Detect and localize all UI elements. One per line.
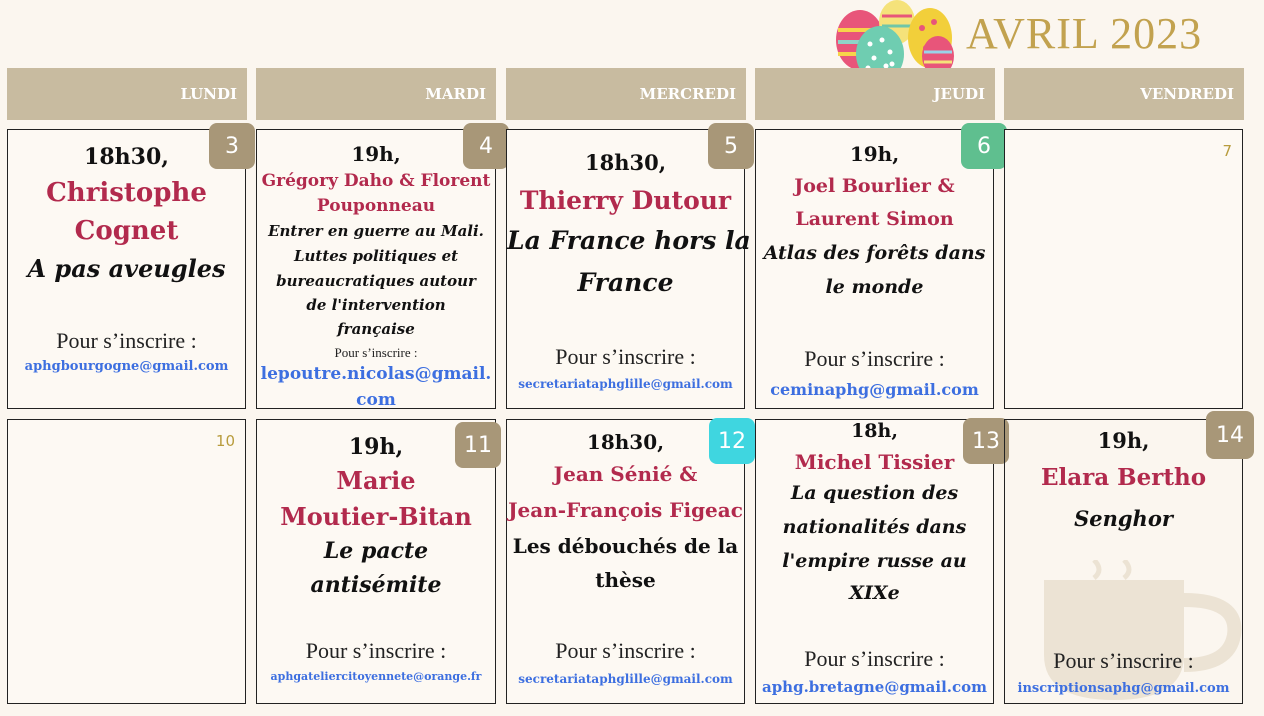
event-speaker: Joel Bourlier & — [794, 175, 955, 197]
event-time: 18h, — [851, 420, 898, 442]
event-time: 18h30, — [584, 150, 667, 175]
event-speaker: Pouponneau — [316, 196, 436, 216]
event-title: Entrer en guerre au Mali. — [268, 222, 484, 240]
event-title: XIXe — [849, 582, 900, 604]
register-email-link[interactable]: aphg.bretagne@gmail.com — [761, 678, 988, 696]
month-title — [966, 8, 1202, 59]
register-email-link[interactable]: secretariataphglille@gmail.com — [518, 672, 733, 686]
register-label: Pour s’inscrire : — [1053, 648, 1194, 673]
event-speaker: Elara Bertho — [1040, 464, 1207, 491]
event-speaker: Moutier-Bitan — [280, 502, 472, 531]
calendar-cell-14 — [1004, 419, 1243, 704]
weekday-header-jeudi: JEUDI — [755, 68, 995, 120]
event-title: La France hors la — [507, 226, 751, 255]
event-title: Senghor — [1074, 506, 1173, 531]
day-number-badge: 13 — [963, 418, 1009, 464]
calendar-cell-6 — [755, 129, 994, 409]
event-title: A pas aveugles — [27, 254, 226, 283]
event-speaker: Grégory Daho & Florent — [261, 171, 491, 191]
register-label: Pour s’inscrire : — [555, 638, 696, 663]
calendar-cell-10 — [7, 419, 246, 704]
register-email-link[interactable]: ceminaphg@gmail.com — [770, 380, 979, 399]
event-time: 18h30, — [586, 430, 665, 454]
event-speaker: Marie — [336, 466, 416, 495]
event-title: bureaucratiques autour — [276, 272, 476, 290]
event-time: 19h, — [1097, 428, 1150, 453]
day-number-badge: 14 — [1206, 411, 1254, 459]
register-email-link[interactable]: aphgateliercitoyennete@orange.fr — [270, 670, 482, 683]
day-number-badge: 12 — [709, 418, 755, 464]
weekday-header-mercredi: MERCREDI — [506, 68, 746, 120]
register-email-link[interactable]: secretariataphglille@gmail.com — [518, 377, 733, 391]
day-number-badge: 6 — [961, 123, 1007, 169]
event-title: l'empire russe au — [782, 550, 967, 572]
day-number-badge: 11 — [455, 422, 501, 468]
register-email-link[interactable]: aphgbourgogne@gmail.com — [24, 359, 229, 374]
event-speaker: Laurent Simon — [795, 208, 954, 230]
event-title: Le pacte — [323, 538, 429, 564]
event-speaker: Jean Sénié & — [553, 462, 698, 486]
register-label: Pour s’inscrire : — [56, 328, 197, 353]
event-time: 19h, — [351, 142, 401, 166]
calendar-cell-7 — [1004, 129, 1243, 409]
weekday-header-lundi: LUNDI — [7, 68, 247, 120]
event-title: Luttes politiques et — [293, 247, 459, 265]
calendar-cell-12 — [506, 419, 745, 704]
event-time: 18h30, — [84, 144, 169, 170]
register-email-link[interactable]: inscriptionsaphg@gmail.com — [1017, 681, 1230, 696]
calendar-cell-13 — [755, 419, 994, 704]
event-title: France — [577, 268, 674, 297]
event-speaker: Jean-François Figeac — [508, 498, 743, 522]
event-time: 19h, — [348, 434, 404, 460]
event-speaker: Thierry Dutour — [519, 186, 732, 215]
month-name: AVRIL — [966, 9, 1099, 58]
register-label: Pour s’inscrire : — [555, 344, 696, 369]
event-speaker: Cognet — [74, 216, 179, 246]
event-title: Atlas des forêts dans — [763, 242, 986, 264]
day-number: 10 — [215, 432, 235, 450]
register-label: Pour s’inscrire : — [804, 646, 945, 671]
weekday-header-mardi: MARDI — [256, 68, 496, 120]
day-number: 7 — [1222, 142, 1232, 160]
year: 2023 — [1110, 9, 1203, 58]
event-title: de l'intervention — [306, 296, 446, 314]
day-number-badge: 5 — [708, 123, 754, 169]
register-label: Pour s’inscrire : — [804, 346, 945, 371]
register-email-link[interactable]: com — [356, 390, 396, 410]
calendar-cell-4 — [256, 129, 496, 409]
event-title: La question des — [790, 482, 959, 504]
day-number-badge: 3 — [209, 123, 255, 169]
event-time: 19h, — [849, 142, 900, 166]
event-speaker: Michel Tissier — [794, 450, 955, 474]
event-title: Les débouchés de la — [512, 534, 739, 558]
event-title: antisémite — [310, 572, 442, 598]
event-speaker: Christophe — [46, 178, 207, 208]
register-email-link[interactable]: lepoutre.nicolas@gmail. — [260, 364, 492, 384]
weekday-header-vendredi: VENDREDI — [1004, 68, 1244, 120]
event-title: nationalités dans — [782, 516, 967, 538]
event-title: thèse — [595, 568, 656, 592]
event-title: française — [337, 320, 415, 338]
register-label: Pour s’inscrire : — [334, 345, 418, 360]
calendar-cell-3 — [7, 129, 246, 409]
register-label: Pour s’inscrire : — [305, 638, 447, 663]
day-number-badge: 4 — [463, 123, 509, 169]
event-title: le monde — [825, 276, 924, 298]
calendar-cell-5 — [506, 129, 751, 409]
